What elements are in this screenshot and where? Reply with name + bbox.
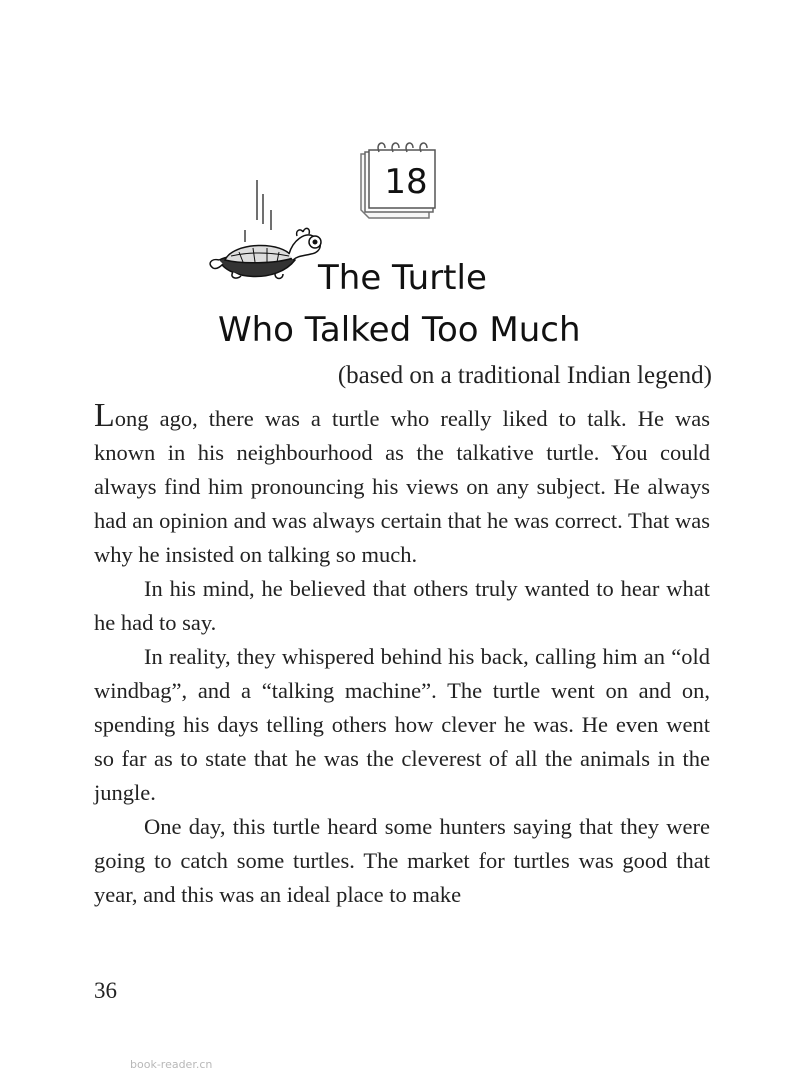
- paragraph-4: One day, this turtle heard some hunters saying that they were going to catch some turtles. The market for turtles was good that year, and this was an ideal place to make: [94, 814, 710, 907]
- story-text: [94, 397, 710, 912]
- paragraph-1-rest: ong ago, there was a turtle who really liked to talk. He was known in his neighbourhood as the talkative turtle. You could always find him pronouncing his views on any subject. He always had an opinion and was always certain that he was correct. That was why he insisted on talking so much.: [94, 406, 710, 567]
- chapter-title-line-2: Who Talked Too Much: [218, 310, 581, 350]
- page-number: 36: [94, 978, 117, 1003]
- paragraph-1: [94, 397, 710, 572]
- chapter-title-line-1: The Turtle: [318, 258, 487, 298]
- paragraph-3: In reality, they whispered behind his back, calling him an “old windbag”, and a “talking machine”. The turtle went on and on, spending his days telling others how clever he was. He even went so far as to state that he was the cleverest of all the animals in the jungle.: [94, 644, 710, 805]
- turtle-illustration: [205, 180, 330, 295]
- drop-cap: L: [94, 397, 115, 434]
- watermark: book-reader.cn: [130, 1058, 213, 1071]
- paragraph-2: In his mind, he believed that others truly wanted to hear what he had to say.: [94, 576, 710, 635]
- chapter-subtitle: (based on a traditional Indian legend): [337, 362, 712, 389]
- chapter-number: 18: [384, 162, 428, 202]
